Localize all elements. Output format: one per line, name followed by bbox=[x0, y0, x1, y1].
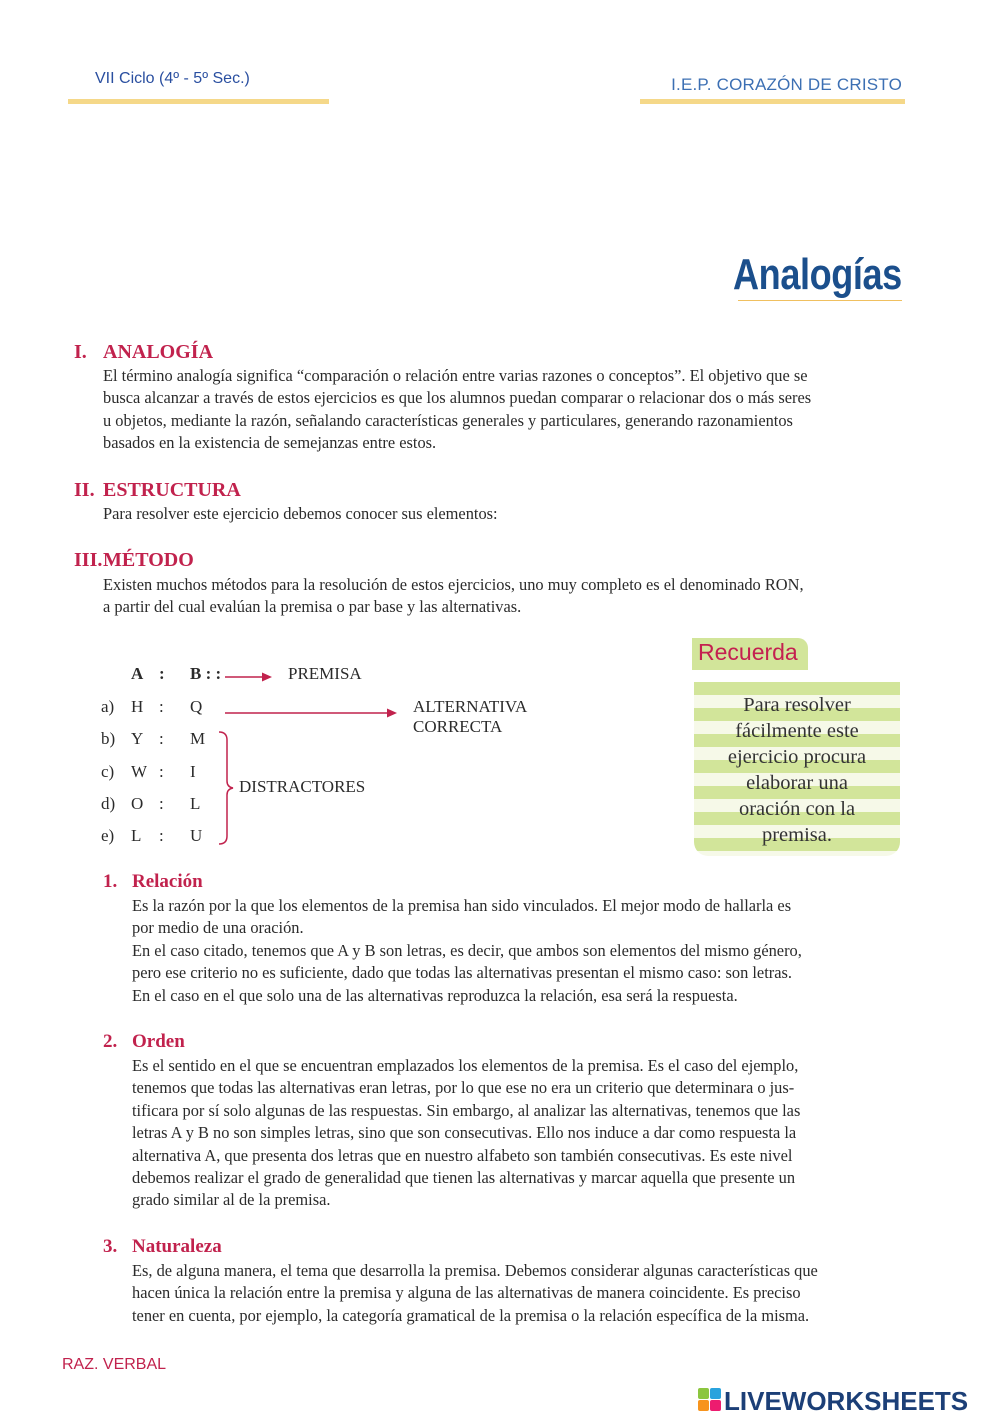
correct-label-line2: CORRECTA bbox=[413, 717, 503, 736]
option-y: L bbox=[190, 794, 201, 813]
distractors-label: DISTRACTORES bbox=[239, 777, 366, 796]
text-line: Es, de alguna manera, el tema que desarrolla la premisa. Debemos considerar algunas características que bbox=[132, 1261, 818, 1280]
distractors-brace bbox=[219, 732, 233, 844]
recuerda-line: premisa. bbox=[761, 824, 833, 846]
recuerda-line: elaborar una bbox=[746, 772, 848, 794]
correct-label-line1: ALTERNATIVA bbox=[413, 697, 528, 716]
liveworksheets-wordmark: LIVEWORKSHEETS bbox=[724, 1386, 969, 1416]
subsection-2-number: 2. bbox=[103, 1031, 118, 1052]
text-line: tificara por sí solo algunas de las respuestas. Sin embargo, al analizar las alternativas, tenemos que las bbox=[132, 1100, 801, 1120]
option-x: L bbox=[131, 826, 142, 845]
section-1-heading: ANALOGÍA bbox=[103, 341, 214, 363]
text-line: u objetos, mediante la razón, señalando características generales y particulares, generando razonamientos bbox=[103, 410, 793, 430]
recuerda-line: Para resolver bbox=[743, 694, 851, 716]
option-y: I bbox=[190, 762, 196, 781]
text-line: pero ese criterio no es suficiente, dado que todas las alternativas presentan el mismo caso: son letras. bbox=[132, 963, 792, 983]
premise-label: PREMISA bbox=[288, 664, 362, 683]
recuerda-line: oración con la bbox=[738, 798, 856, 820]
premise-arrow bbox=[225, 673, 272, 682]
subsection-1-body bbox=[132, 895, 903, 1007]
option-y: U bbox=[190, 826, 203, 845]
section-2-heading: ESTRUCTURA bbox=[103, 479, 241, 501]
recuerda-line: ejercicio procura bbox=[727, 746, 867, 768]
text-line: En el caso citado, tenemos que A y B son letras, es decir, que ambos son elementos del mismo género, bbox=[132, 940, 802, 960]
option-x: H bbox=[131, 697, 144, 716]
correct-answer-arrow bbox=[225, 709, 397, 718]
premise-b: B : : bbox=[190, 664, 222, 683]
header-cycle-label: VII Ciclo (4º - 5º Sec.) bbox=[95, 70, 250, 87]
text-line: a partir del cual evalúan la premisa o par base y las alternativas. bbox=[103, 597, 522, 617]
text-line: El término analogía significa “comparación o relación entre varias razones o conceptos”. El objetivo que se bbox=[103, 366, 808, 385]
text-line: Existen muchos métodos para la resolución de estos ejercicios, uno muy completo es el denominado RON, bbox=[103, 575, 804, 594]
recuerda-line: fácilmente este bbox=[735, 720, 859, 742]
premise-sep: : bbox=[159, 664, 165, 683]
subsection-3-heading: Naturaleza bbox=[132, 1236, 222, 1257]
option-sep: : bbox=[159, 729, 164, 748]
subsection-1-number: 1. bbox=[103, 871, 118, 892]
option-x: Y bbox=[131, 729, 144, 748]
section-3-heading: MÉTODO bbox=[103, 549, 194, 571]
footer-subject: RAZ. VERBAL bbox=[62, 1356, 167, 1373]
option-letter: d) bbox=[101, 794, 116, 813]
text-line: por medio de una oración. bbox=[132, 918, 304, 938]
text-line: hacen única la relación entre la premisa y alguna de las alternativas de manera coincidente. Es preciso bbox=[132, 1283, 801, 1303]
text-line: tenemos que todas las alternativas eran letras, por lo que ese no era un criterio que determinara o jus- bbox=[132, 1078, 795, 1098]
liveworksheets-logo-icon bbox=[698, 1388, 722, 1414]
option-x: O bbox=[131, 794, 144, 813]
text-line: Para resolver este ejercicio debemos conocer sus elementos: bbox=[103, 504, 498, 523]
subsection-3-number: 3. bbox=[103, 1236, 118, 1257]
option-y: Q bbox=[190, 697, 203, 716]
text-line: tener en cuenta, por ejemplo, la categoría gramatical de la premisa o la relación específica de la misma. bbox=[132, 1305, 810, 1325]
text-line: basados en la existencia de semejanzas entre estos. bbox=[103, 433, 437, 453]
page-title: Analogías bbox=[733, 250, 902, 299]
option-y: M bbox=[190, 729, 206, 748]
premise-a: A bbox=[131, 664, 144, 683]
option-x: W bbox=[131, 762, 148, 781]
option-letter: c) bbox=[101, 762, 115, 781]
subsection-2-body bbox=[132, 1055, 903, 1212]
text-line: letras A y B no son simples letras, sino que son consecutivas. Ello nos induce a dar como respuesta la bbox=[132, 1123, 797, 1143]
text-line: busca alcanzar a través de estos ejercicios es que los alumnos puedan comparar o relacionar dos o más seres bbox=[103, 388, 812, 408]
text-line: En el caso en el que solo una de las alternativas reproduzca la relación, esa será la respuesta. bbox=[132, 985, 738, 1005]
text-line: grado similar al de la premisa. bbox=[132, 1190, 331, 1210]
subsection-3-body bbox=[132, 1260, 903, 1327]
section-1-number: I. bbox=[74, 341, 87, 363]
option-sep: : bbox=[159, 762, 164, 781]
subsection-1-heading: Relación bbox=[132, 871, 203, 892]
option-sep: : bbox=[159, 794, 164, 813]
subsection-2-heading: Orden bbox=[132, 1031, 185, 1052]
section-2-number: II. bbox=[74, 479, 95, 501]
text-line: Es el sentido en el que se encuentran emplazados los elementos de la premisa. Es el caso del ejemplo, bbox=[132, 1056, 799, 1075]
option-sep: : bbox=[159, 697, 164, 716]
recuerda-title: Recuerda bbox=[698, 639, 798, 665]
option-letter: b) bbox=[101, 729, 116, 748]
recuerda-body bbox=[700, 692, 894, 848]
text-line: debemos realizar el grado de generalidad que tienen las alternativas y marcar aquella que presente un bbox=[132, 1168, 796, 1188]
text-line: Es la razón por la que los elementos de la premisa han sido vinculados. El mejor modo de hallarla es bbox=[132, 896, 792, 915]
text-line: alternativa A, que presenta dos letras que en nuestro alfabeto son también consecutivas. Es este nivel bbox=[132, 1145, 793, 1165]
section-3-number: III. bbox=[74, 549, 103, 571]
option-letter: e) bbox=[101, 826, 115, 845]
header-school-name: I.E.P. CORAZÓN DE CRISTO bbox=[671, 75, 902, 94]
option-letter: a) bbox=[101, 697, 115, 716]
option-sep: : bbox=[159, 826, 164, 845]
